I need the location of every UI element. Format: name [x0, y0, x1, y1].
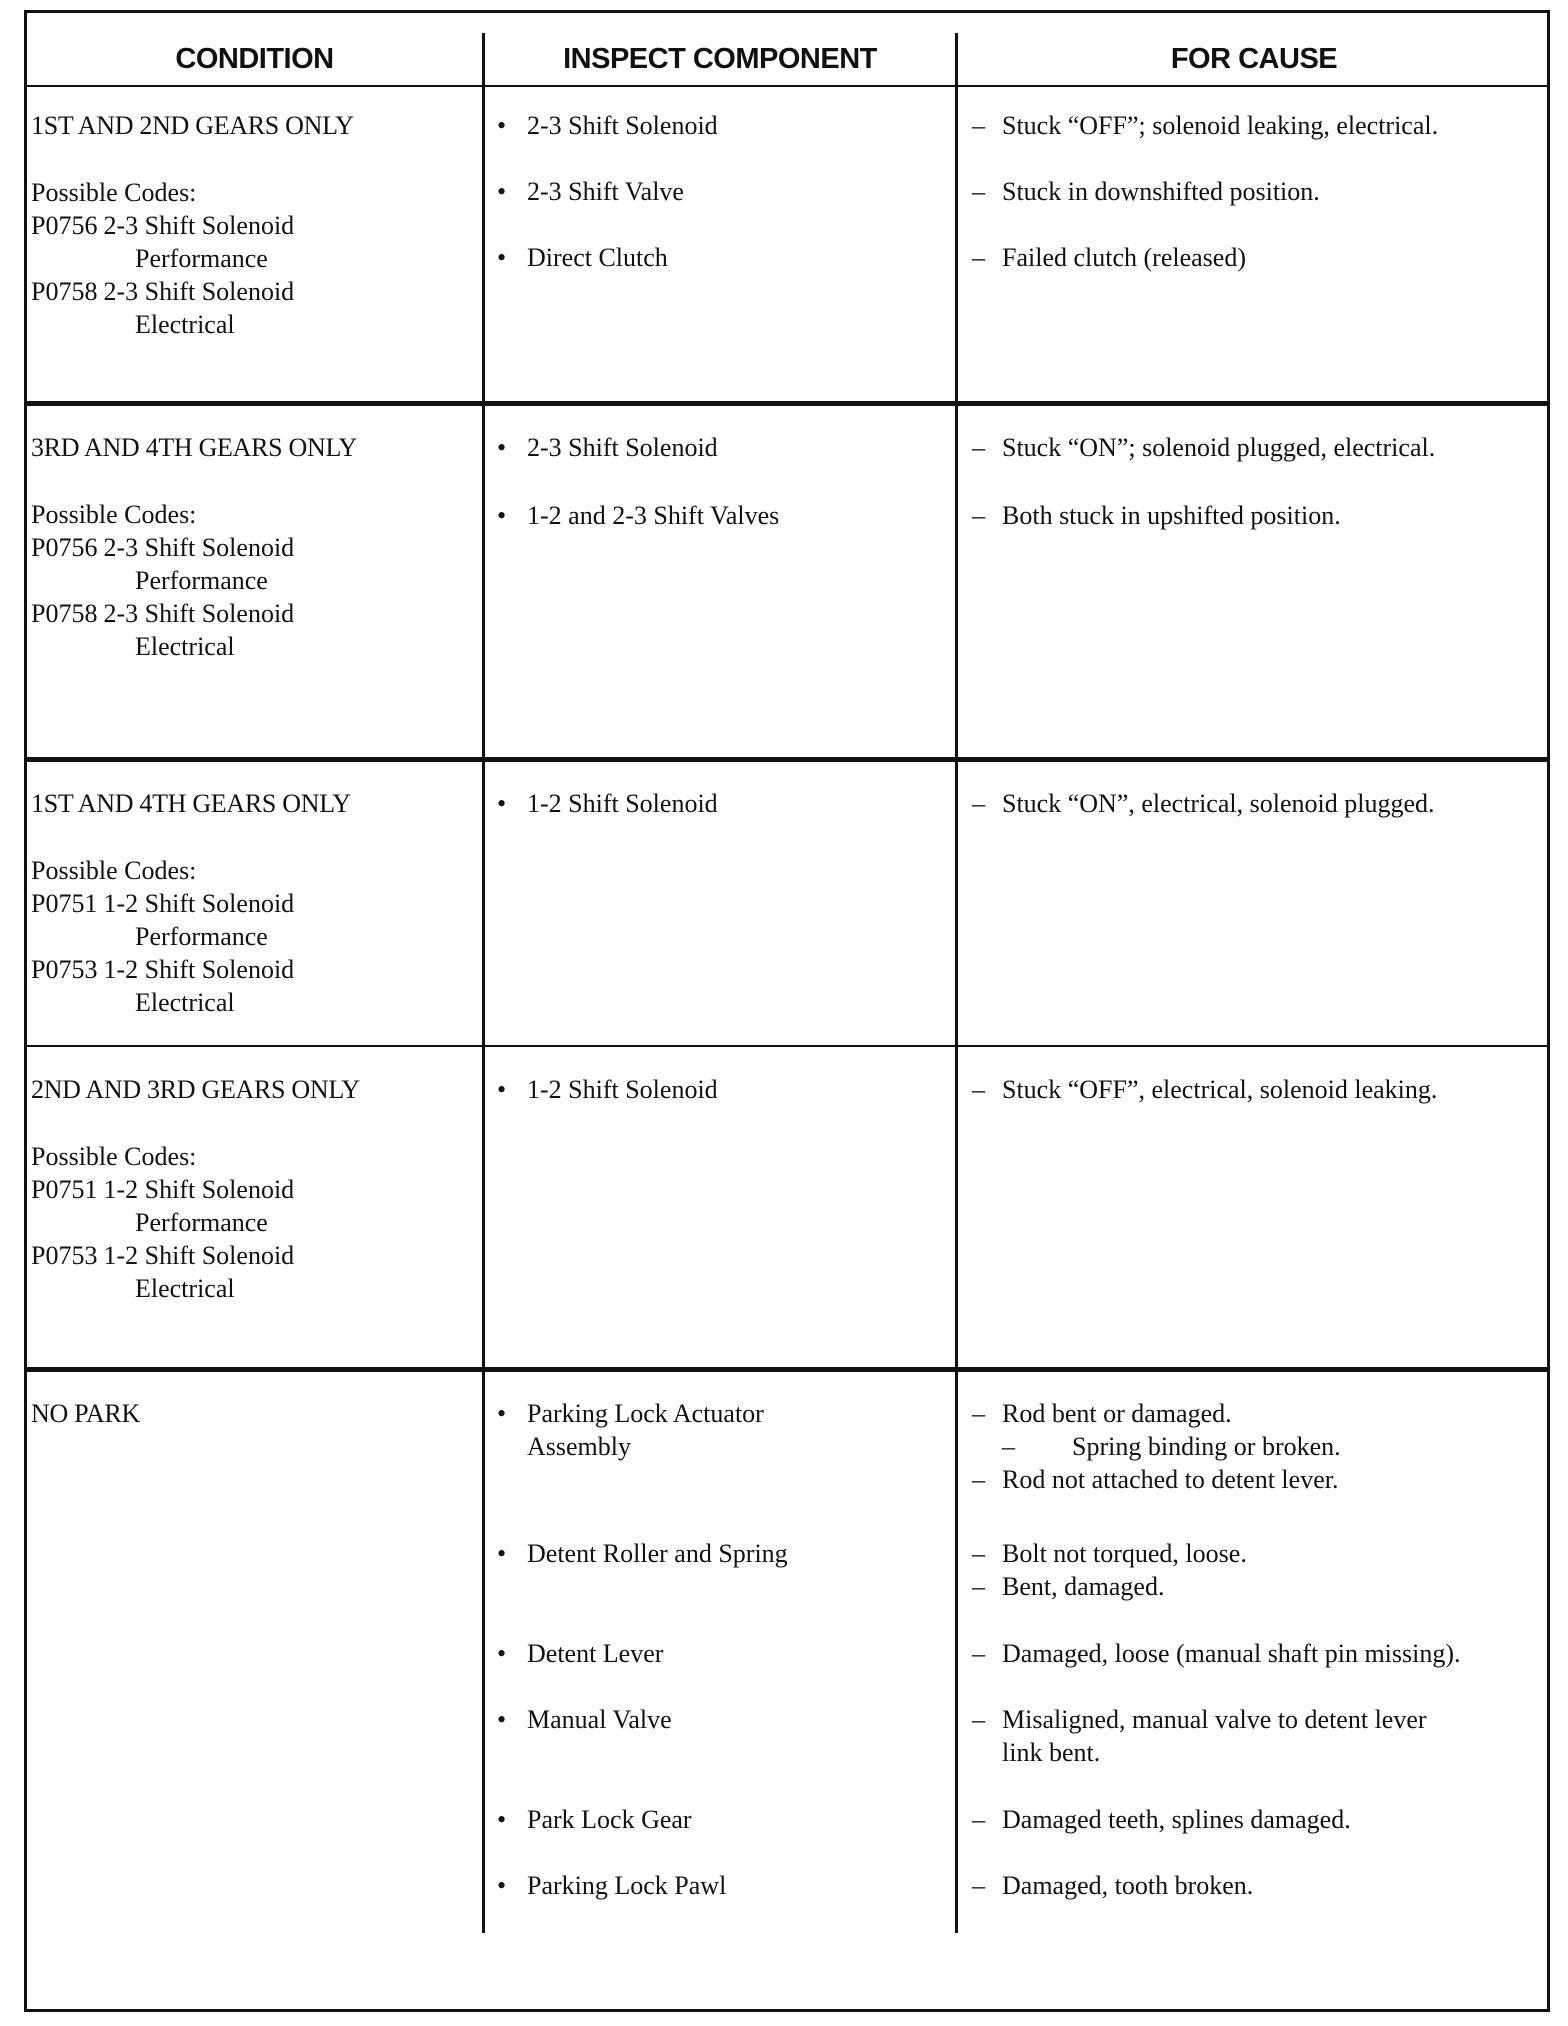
cause-item: [972, 109, 1542, 142]
cause-label: Damaged, tooth broken.: [1002, 1871, 1254, 1900]
condition-title: NO PARK: [31, 1399, 140, 1428]
component-label: Park Lock Gear: [527, 1805, 692, 1834]
cause-item: [972, 1637, 1542, 1670]
bullet-icon: •: [497, 1399, 507, 1428]
cause-item: [972, 241, 1542, 274]
condition-cell: [31, 109, 354, 341]
cause-item: [972, 499, 1542, 532]
row-rule: [27, 757, 1550, 762]
row-rule: [27, 1367, 1550, 1372]
component-label: 2-3 Shift Valve: [527, 177, 684, 206]
component-item: [497, 787, 937, 820]
cause-item: [972, 1463, 1542, 1496]
component-item: [497, 1703, 937, 1736]
codes-label: Possible Codes:: [31, 500, 197, 529]
condition-title: 2ND AND 3RD GEARS ONLY: [31, 1075, 360, 1104]
dash-icon: –: [972, 1539, 985, 1568]
condition-title: 3RD AND 4TH GEARS ONLY: [31, 433, 357, 462]
cause-label: Misaligned, manual valve to detent lever: [1002, 1705, 1427, 1734]
code-text: 1-2 Shift Solenoid: [103, 1175, 295, 1204]
component-label: 2-3 Shift Solenoid: [527, 433, 718, 462]
code-text: 2-3 Shift Solenoid: [103, 533, 295, 562]
codes-label: Possible Codes:: [31, 856, 197, 885]
code-number: P0758: [31, 277, 98, 306]
row-rule: [27, 1045, 1550, 1047]
component-item: [497, 1397, 937, 1463]
bullet-icon: •: [497, 177, 507, 206]
dash-icon: –: [972, 1805, 985, 1834]
column-divider: [955, 33, 958, 1933]
cause-label: Stuck “OFF”; solenoid leaking, electrical.: [1002, 111, 1439, 140]
component-label: 1-2 and 2-3 Shift Valves: [527, 501, 780, 530]
code-number: P0756: [31, 533, 98, 562]
cause-label: Stuck in downshifted position.: [1002, 177, 1320, 206]
component-item: [497, 431, 937, 464]
cause-label: Both stuck in upshifted position.: [1002, 501, 1341, 530]
code-number: P0758: [31, 599, 98, 628]
header-condition: CONDITION: [175, 42, 334, 75]
bullet-icon: •: [497, 243, 507, 272]
cause-label: Stuck “ON”, electrical, solenoid plugged.: [1002, 789, 1435, 818]
component-label: Detent Roller and Spring: [527, 1539, 788, 1568]
bullet-icon: •: [497, 1639, 507, 1668]
component-label-cont: Assembly: [527, 1432, 631, 1461]
dash-icon: –: [972, 243, 985, 272]
cause-item: [972, 1397, 1542, 1430]
code-sub: Electrical: [135, 310, 235, 339]
code-number: P0756: [31, 211, 98, 240]
bullet-icon: •: [497, 789, 507, 818]
code-line: [31, 1239, 360, 1272]
bullet-icon: •: [497, 501, 507, 530]
bullet-icon: •: [497, 111, 507, 140]
dash-icon: –: [972, 1639, 985, 1668]
code-sub: Electrical: [135, 1274, 235, 1303]
component-label: 2-3 Shift Solenoid: [527, 111, 718, 140]
bullet-icon: •: [497, 433, 507, 462]
cause-item: [972, 1537, 1542, 1570]
diagnosis-table: [24, 10, 1550, 2012]
dash-icon: –: [972, 1705, 985, 1734]
cause-label: Stuck “ON”; solenoid plugged, electrical.: [1002, 433, 1436, 462]
code-text: 1-2 Shift Solenoid: [103, 1241, 295, 1270]
cause-label: Spring binding or broken.: [1072, 1432, 1341, 1461]
component-item: [497, 1637, 937, 1670]
row-rule: [27, 401, 1550, 406]
component-item: [497, 175, 937, 208]
code-line: [31, 209, 354, 242]
cause-item: [972, 1570, 1542, 1603]
header-inspect-component: INSPECT COMPONENT: [563, 42, 877, 75]
cause-label: Stuck “OFF”, electrical, solenoid leaking.: [1002, 1075, 1438, 1104]
code-text: 2-3 Shift Solenoid: [103, 211, 295, 240]
code-sub: Performance: [135, 566, 268, 595]
component-item: [497, 241, 937, 274]
code-line: [31, 531, 357, 564]
component-item: [497, 1803, 937, 1836]
cause-label: Bent, damaged.: [1002, 1572, 1165, 1601]
component-label: 1-2 Shift Solenoid: [527, 789, 718, 818]
code-line: [31, 1173, 360, 1206]
dash-icon: –: [972, 501, 985, 530]
code-number: P0751: [31, 889, 98, 918]
cause-label: Bolt not torqued, loose.: [1002, 1539, 1247, 1568]
codes-label: Possible Codes:: [31, 178, 197, 207]
cause-item: [972, 1703, 1542, 1736]
cause-item: [972, 787, 1542, 820]
cause-item: [972, 1869, 1542, 1902]
code-line: [31, 275, 354, 308]
code-sub: Electrical: [135, 988, 235, 1017]
code-text: 2-3 Shift Solenoid: [103, 277, 295, 306]
cause-item: [972, 1430, 1542, 1463]
cause-group: [972, 1537, 1542, 1603]
component-label: Direct Clutch: [527, 243, 668, 272]
component-label: 1-2 Shift Solenoid: [527, 1075, 718, 1104]
code-sub: Electrical: [135, 632, 235, 661]
code-number: P0753: [31, 955, 98, 984]
code-text: 2-3 Shift Solenoid: [103, 599, 295, 628]
code-line: [31, 953, 351, 986]
header-rule: [27, 85, 1550, 87]
code-line: [31, 887, 351, 920]
bullet-icon: •: [497, 1871, 507, 1900]
dash-icon: –: [972, 1465, 985, 1494]
component-item: [497, 1869, 937, 1902]
bullet-icon: •: [497, 1539, 507, 1568]
cause-label: Failed clutch (released): [1002, 243, 1246, 272]
cause-item: [972, 1803, 1542, 1836]
code-sub: Performance: [135, 244, 268, 273]
code-number: P0753: [31, 1241, 98, 1270]
header-for-cause: FOR CAUSE: [1170, 42, 1338, 75]
code-text: 1-2 Shift Solenoid: [103, 889, 295, 918]
component-label: Parking Lock Actuator: [527, 1399, 764, 1428]
dash-icon: –: [972, 1572, 985, 1601]
codes-label: Possible Codes:: [31, 1142, 197, 1171]
condition-title: 1ST AND 2ND GEARS ONLY: [31, 111, 354, 140]
condition-cell: [31, 787, 351, 1019]
dash-icon: –: [972, 111, 985, 140]
dash-icon: –: [972, 433, 985, 462]
code-line: [31, 597, 357, 630]
cause-item: [972, 1073, 1542, 1106]
cause-label-cont: link bent.: [1002, 1738, 1101, 1767]
component-label: Detent Lever: [527, 1639, 664, 1668]
component-item: [497, 109, 937, 142]
bullet-icon: •: [497, 1805, 507, 1834]
cause-label: Damaged teeth, splines damaged.: [1002, 1805, 1351, 1834]
dash-icon: –: [972, 1871, 985, 1900]
code-sub: Performance: [135, 1208, 268, 1237]
component-label: Parking Lock Pawl: [527, 1871, 727, 1900]
cause-group: [972, 1703, 1542, 1769]
dash-icon: –: [972, 789, 985, 818]
component-label: Manual Valve: [527, 1705, 672, 1734]
bullet-icon: •: [497, 1705, 507, 1734]
condition-cell: [31, 1397, 140, 1430]
dash-icon: –: [972, 177, 985, 206]
condition-cell: [31, 1073, 360, 1305]
column-divider: [482, 33, 485, 1933]
cause-label: Rod not attached to detent lever.: [1002, 1465, 1339, 1494]
dash-icon: –: [972, 1399, 985, 1428]
component-item: [497, 499, 937, 532]
dash-icon: –: [972, 1075, 985, 1104]
component-item: [497, 1073, 937, 1106]
cause-label: Damaged, loose (manual shaft pin missing).: [1002, 1639, 1461, 1668]
dash-icon: –: [1002, 1432, 1015, 1461]
code-text: 1-2 Shift Solenoid: [103, 955, 295, 984]
condition-title: 1ST AND 4TH GEARS ONLY: [31, 789, 351, 818]
cause-label: Rod bent or damaged.: [1002, 1399, 1232, 1428]
cause-item: [972, 175, 1542, 208]
code-sub: Performance: [135, 922, 268, 951]
cause-group: [972, 1397, 1542, 1496]
component-item: [497, 1537, 937, 1570]
code-number: P0751: [31, 1175, 98, 1204]
cause-item: [972, 431, 1542, 464]
bullet-icon: •: [497, 1075, 507, 1104]
condition-cell: [31, 431, 357, 663]
